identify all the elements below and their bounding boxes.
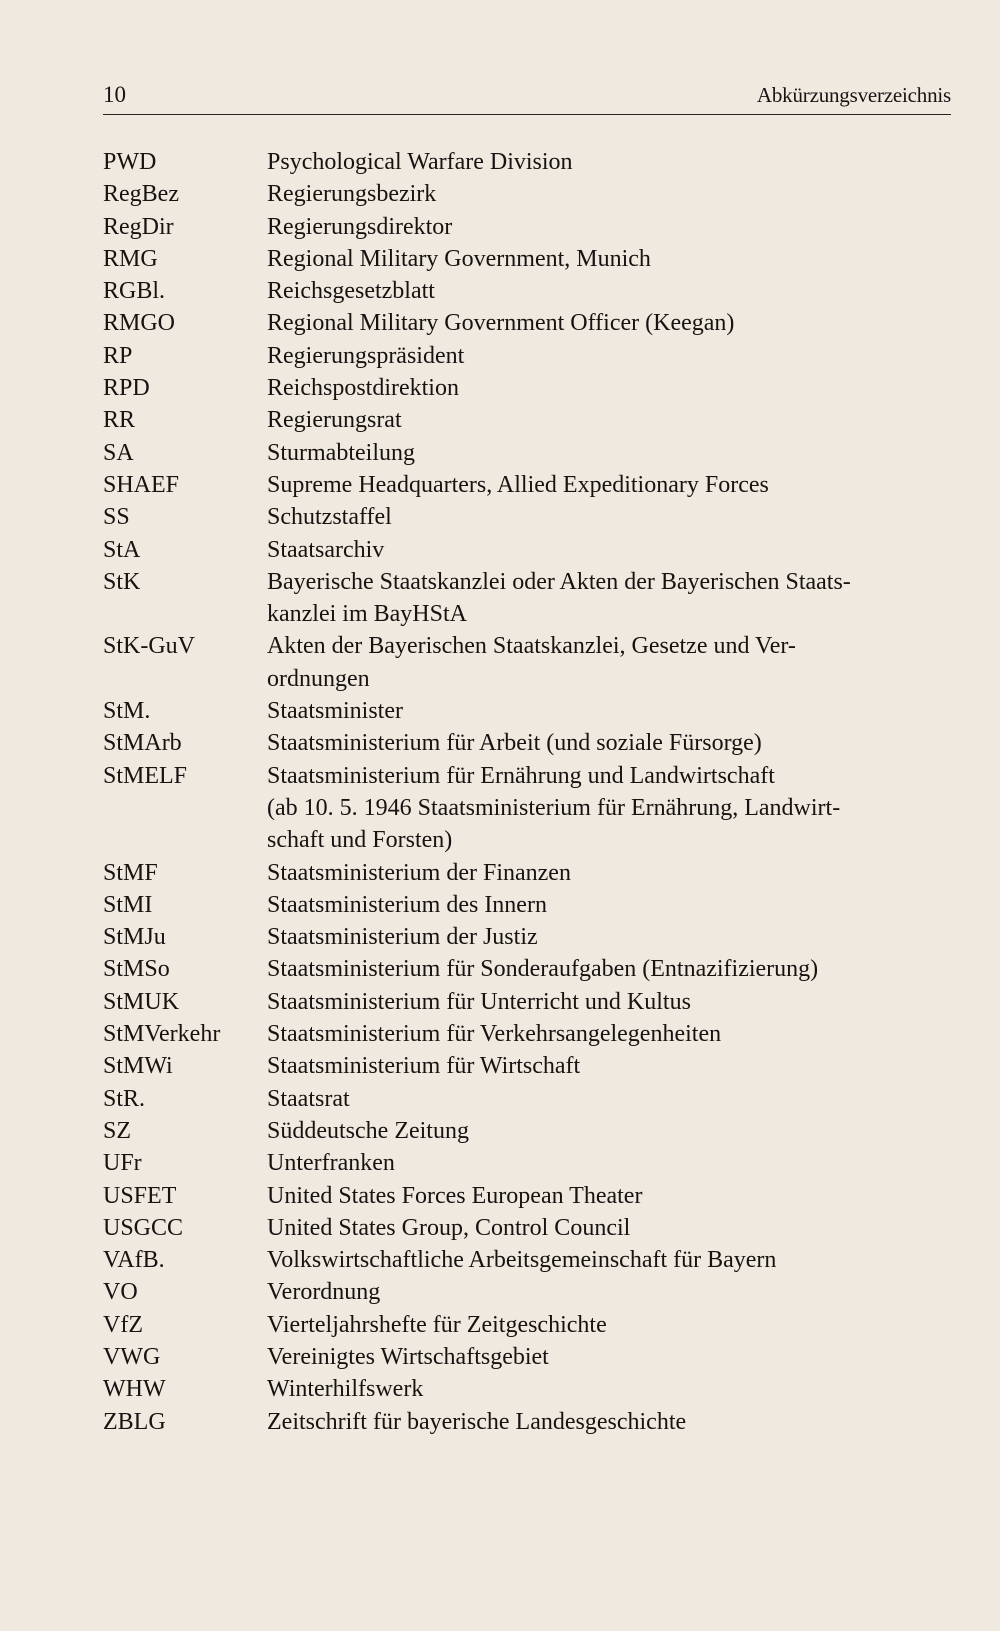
- abbreviation-meaning: [267, 1212, 951, 1244]
- abbreviation-term: VWG: [103, 1343, 161, 1370]
- abbreviation-entry: [103, 1341, 951, 1373]
- abbreviation-entry: [103, 469, 951, 501]
- abbreviation-entry: [103, 1018, 951, 1050]
- abbreviation-term: RGBl.: [103, 278, 166, 305]
- abbreviation-meaning: [267, 307, 951, 339]
- abbreviation-term: ZBLG: [103, 1408, 166, 1435]
- abbreviation-term: RMGO: [103, 310, 176, 337]
- abbreviation-entry: [103, 1276, 951, 1308]
- abbreviation-meaning: [267, 1050, 951, 1082]
- meaning-line: (ab 10. 5. 1946 Staatsministerium für Ernährung, Landwirt-: [267, 794, 841, 821]
- meaning-line: Staatsministerium für Sonderaufgaben (Entnazifizierung): [267, 956, 819, 983]
- abbreviation-meaning: [267, 1309, 951, 1341]
- meaning-line: Regierungsdirektor: [267, 213, 453, 240]
- abbreviation-term: StR.: [103, 1085, 146, 1112]
- abbreviation-term: PWD: [103, 149, 157, 175]
- abbreviation-entry: [103, 437, 951, 469]
- meaning-line: Staatsrat: [267, 1085, 350, 1112]
- meaning-line: Staatsministerium der Justiz: [267, 924, 538, 951]
- abbreviation-meaning: [267, 986, 951, 1018]
- abbreviation-term: VAfB.: [103, 1247, 165, 1274]
- abbreviation-meaning: [267, 1276, 951, 1308]
- abbreviation-term: SA: [103, 439, 134, 466]
- meaning-line: Sturmabteilung: [267, 439, 415, 466]
- abbreviation-meaning: [267, 1018, 951, 1050]
- abbreviation-term: VfZ: [103, 1311, 143, 1338]
- abbreviation-term: StK-GuV: [103, 633, 196, 660]
- abbreviation-entry: [103, 1050, 951, 1082]
- abbreviation-entry: [103, 953, 951, 985]
- abbreviation-entry: [103, 630, 951, 695]
- abbreviation-term: StMArb: [103, 730, 182, 757]
- meaning-line: Staatsarchiv: [267, 536, 385, 563]
- meaning-line: Staatsministerium der Finanzen: [267, 859, 571, 886]
- abbreviation-meaning: [267, 1147, 951, 1179]
- abbreviation-meaning: [267, 727, 951, 759]
- meaning-line: Reichsgesetzblatt: [267, 278, 435, 305]
- abbreviation-entry: [103, 1083, 951, 1115]
- abbreviation-term: StMI: [103, 891, 153, 918]
- abbreviation-meaning: [267, 275, 951, 307]
- meaning-line: United States Group, Control Council: [267, 1214, 631, 1241]
- abbreviation-meaning: [267, 146, 951, 178]
- abbreviation-entry: [103, 372, 951, 404]
- meaning-line: Regional Military Government, Munich: [267, 245, 651, 272]
- abbreviation-meaning: [267, 1373, 951, 1405]
- abbreviation-meaning: [267, 630, 951, 695]
- abbreviation-meaning: [267, 1115, 951, 1147]
- meaning-line: Akten der Bayerischen Staatskanzlei, Gesetze und Ver-: [267, 633, 796, 660]
- meaning-line: Supreme Headquarters, Allied Expeditionary Forces: [267, 471, 769, 498]
- abbreviation-term: StK: [103, 568, 141, 595]
- abbreviation-entry: [103, 986, 951, 1018]
- abbreviation-entry: [103, 1147, 951, 1179]
- abbreviation-meaning: [267, 953, 951, 985]
- abbreviation-term: StMSo: [103, 956, 170, 983]
- abbreviation-entry: [103, 921, 951, 953]
- abbreviation-entry: [103, 1373, 951, 1405]
- meaning-line: Süddeutsche Zeitung: [267, 1117, 469, 1144]
- page-header: [103, 80, 951, 115]
- meaning-line: Vierteljahrshefte für Zeitgeschichte: [267, 1311, 607, 1338]
- meaning-line: kanzlei im BayHStA: [267, 601, 467, 628]
- abbreviation-meaning: [267, 889, 951, 921]
- abbreviation-term: StMUK: [103, 988, 180, 1015]
- meaning-line: Zeitschrift für bayerische Landesgeschichte: [267, 1408, 687, 1435]
- meaning-line: Staatsminister: [267, 698, 403, 725]
- abbreviation-meaning: [267, 372, 951, 404]
- meaning-line: Staatsministerium für Ernährung und Landwirtschaft: [267, 762, 775, 789]
- abbreviation-term: USGCC: [103, 1214, 184, 1241]
- abbreviation-term: SHAEF: [103, 471, 180, 498]
- abbreviation-term: SS: [103, 504, 130, 531]
- abbreviation-entry: [103, 1309, 951, 1341]
- abbreviation-entry: [103, 1406, 951, 1438]
- abbreviation-entry: [103, 1244, 951, 1276]
- abbreviation-entry: [103, 695, 951, 727]
- abbreviation-meaning: [267, 404, 951, 436]
- abbreviation-meaning: [267, 243, 951, 275]
- meaning-line: United States Forces European Theater: [267, 1182, 643, 1209]
- meaning-line: Reichspostdirektion: [267, 375, 459, 402]
- abbreviation-meaning: [267, 1244, 951, 1276]
- abbreviation-meaning: [267, 1341, 951, 1373]
- abbreviation-entry: [103, 404, 951, 436]
- abbreviation-entry: [103, 307, 951, 339]
- meaning-line: Verordnung: [267, 1279, 381, 1306]
- abbreviation-term: USFET: [103, 1182, 177, 1209]
- abbreviation-term: StMVerkehr: [103, 1021, 221, 1048]
- abbreviation-term: StMF: [103, 859, 158, 886]
- meaning-line: Psychological Warfare Division: [267, 149, 573, 175]
- meaning-line: Staatsministerium für Unterricht und Kultus: [267, 988, 691, 1015]
- abbreviation-entry: [103, 243, 951, 275]
- meaning-line: Vereinigtes Wirtschaftsgebiet: [267, 1343, 549, 1370]
- abbreviation-term: VO: [103, 1279, 138, 1306]
- abbreviation-entry: [103, 857, 951, 889]
- abbreviation-meaning: [267, 469, 951, 501]
- abbreviation-term: StMELF: [103, 762, 188, 789]
- abbreviation-meaning: [267, 857, 951, 889]
- meaning-line: Unterfranken: [267, 1150, 395, 1177]
- abbreviation-meaning: [267, 534, 951, 566]
- abbreviation-meaning: [267, 695, 951, 727]
- abbreviation-term: RPD: [103, 375, 150, 402]
- abbreviation-term: WHW: [103, 1376, 166, 1403]
- abbreviation-meaning: [267, 501, 951, 533]
- abbreviation-meaning: [267, 760, 951, 857]
- abbreviation-entry: [103, 211, 951, 243]
- meaning-line: Staatsministerium des Innern: [267, 891, 547, 918]
- abbreviation-term: SZ: [103, 1117, 132, 1144]
- abbreviation-meaning: [267, 178, 951, 210]
- abbreviation-meaning: [267, 566, 951, 631]
- abbreviation-term: UFr: [103, 1150, 142, 1177]
- meaning-line: schaft und Forsten): [267, 827, 453, 854]
- abbreviation-meaning: [267, 211, 951, 243]
- page-number: 10: [103, 82, 126, 107]
- abbreviation-entry: [103, 178, 951, 210]
- abbreviation-meaning: [267, 1406, 951, 1438]
- abbreviation-meaning: [267, 437, 951, 469]
- abbreviation-term: RMG: [103, 245, 158, 272]
- abbreviation-list: [103, 146, 951, 1438]
- meaning-line: Winterhilfswerk: [267, 1376, 424, 1403]
- meaning-line: Regierungsbezirk: [267, 181, 437, 208]
- abbreviation-entry: [103, 534, 951, 566]
- abbreviation-meaning: [267, 1180, 951, 1212]
- abbreviation-term: StA: [103, 536, 141, 563]
- abbreviation-meaning: [267, 921, 951, 953]
- meaning-line: Regierungspräsident: [267, 342, 465, 369]
- meaning-line: Regierungsrat: [267, 407, 402, 434]
- abbreviation-entry: [103, 340, 951, 372]
- abbreviation-entry: [103, 1115, 951, 1147]
- abbreviation-entry: [103, 760, 951, 857]
- abbreviation-entry: [103, 889, 951, 921]
- meaning-line: Staatsministerium für Wirtschaft: [267, 1053, 581, 1080]
- abbreviation-term: RR: [103, 407, 136, 434]
- abbreviation-term: StMJu: [103, 924, 166, 951]
- meaning-line: Staatsministerium für Arbeit (und soziale Fürsorge): [267, 730, 762, 757]
- meaning-line: Bayerische Staatskanzlei oder Akten der Bayerischen Staats-: [267, 568, 851, 595]
- abbreviation-entry: [103, 566, 951, 631]
- abbreviation-entry: [103, 1180, 951, 1212]
- meaning-line: Schutzstaffel: [267, 504, 392, 531]
- abbreviation-term: RP: [103, 342, 133, 369]
- abbreviation-term: RegBez: [103, 181, 179, 208]
- meaning-line: Regional Military Government Officer (Keegan): [267, 310, 735, 337]
- meaning-line: ordnungen: [267, 665, 370, 692]
- abbreviation-term: RegDir: [103, 213, 174, 240]
- abbreviation-entry: [103, 1212, 951, 1244]
- abbreviation-meaning: [267, 1083, 951, 1115]
- abbreviation-meaning: [267, 340, 951, 372]
- abbreviation-entry: [103, 727, 951, 759]
- meaning-line: Staatsministerium für Verkehrsangelegenheiten: [267, 1021, 722, 1048]
- abbreviation-term: StM.: [103, 698, 151, 725]
- meaning-line: Volkswirtschaftliche Arbeitsgemeinschaft für Bayern: [267, 1247, 777, 1274]
- running-head: Abkürzungsverzeichnis: [756, 83, 951, 107]
- abbreviation-entry: [103, 501, 951, 533]
- abbreviation-entry: [103, 275, 951, 307]
- abbreviation-term: StMWi: [103, 1053, 173, 1080]
- abbreviation-entry: [103, 146, 951, 178]
